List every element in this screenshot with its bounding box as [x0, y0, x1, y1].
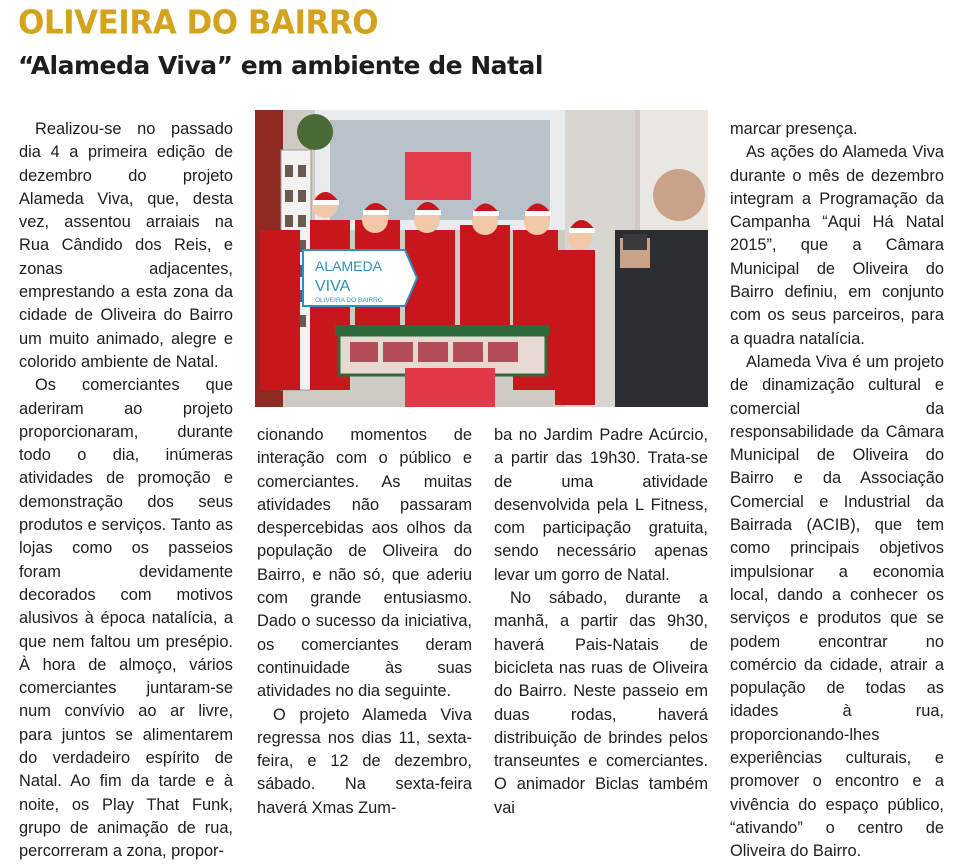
paragraph: cionando momentos de interação com o público e comerciantes. As muitas atividades não passaram despercebidas aos olhos da população de Oliveira do Bairro, e não só, que aderiu com grande entusiasmo. Dado o sucesso da iniciativa, os comerciantes deram continuidade às suas atividades no dia seguinte. [257, 426, 472, 701]
paragraph: Alameda Viva é um projeto de dinamização cultural e comercial da responsabilidade da Câmara Municipal de Oliveira do Bairro e da Associação Comercial e Industrial da Bairrada (ACIB), que tem como principais objetivos impulsionar a economia local, dando a conhecer os serviços e produtos que se podem encontrar no comércio da cidade, atrair a população de todas as idades à rua, proporcionando-lhes experiências culturais, e promover o encontro e a vivência do espaço público, “ativando” o centro de Oliveira do Bairro. [730, 352, 944, 861]
banner-line1: ALAMEDA [315, 258, 382, 274]
headline: “Alameda Viva” em ambiente de Natal [18, 51, 543, 80]
paragraph: As ações do Alameda Viva durante o mês de dezembro integram a Programação da Campanha “Aqui Há Natal 2015”, que a Câmara Municipal de Oliveira do Bairro definiu, em conjunto com os seus parceiros, para a quadra natalícia. [730, 143, 944, 348]
paragraph: marcar presença. [730, 120, 858, 138]
paragraph: ba no Jardim Padre Acúrcio, a partir das 19h30. Trata-se de uma atividade desenvolvida pela L Fitness, com participação gratuita, sendo necessário apenas levar um gorro de Natal. [494, 426, 708, 584]
article-column-3 [494, 424, 708, 820]
article-column-4 [730, 118, 944, 864]
section-title: OLIVEIRA DO BAIRRO [18, 4, 379, 42]
paragraph: No sábado, durante a manhã, a partir das 9h30, haverá Pais-Natais de bicicleta nas ruas de Oliveira do Bairro. Neste passeio em duas rodas, haverá distribuição de brindes pelos transeuntes e comerciantes. O animador Biclas também vai [494, 589, 708, 817]
paragraph: Os comerciantes que aderiram ao projeto proporcionaram, durante todo o dia, inúmeras atividades de promoção e demonstração dos seus produtos e serviços. Tanto as lojas como os passeios foram devidamente decorados com motivos alusivos à época natalícia, a que nem faltou um presépio. À hora de almoço, vários comerciantes juntaram-se num convívio ao ar livre, para juntos se alimentarem do verdadeiro espírito de Natal. Ao fim da tarde e à noite, os Play That Funk, grupo de animação de rua, percorreram a zona, propor- [19, 376, 233, 861]
banner-line2: VIVA [315, 278, 351, 295]
paragraph: O projeto Alameda Viva regressa nos dias 11, sexta-feira, e 12 de dezembro, sábado. Na sexta-feira haverá Xmas Zum- [257, 705, 472, 817]
article-column-1 [19, 118, 233, 864]
paragraph: Realizou-se no passado dia 4 a primeira edição de dezembro do projeto Alameda Viva, que, desta vez, assentou arraiais na Rua Cândido dos Reis, e zonas adjacentes, emprestando a esta zona da cidade de Oliveira do Bairro um muito animado, alegre e colorido ambiente de Natal. [19, 120, 233, 371]
article-column-2 [257, 424, 472, 820]
banner-line3: OLIVEIRA DO BAIRRO [315, 297, 383, 304]
article-photo [255, 110, 708, 407]
